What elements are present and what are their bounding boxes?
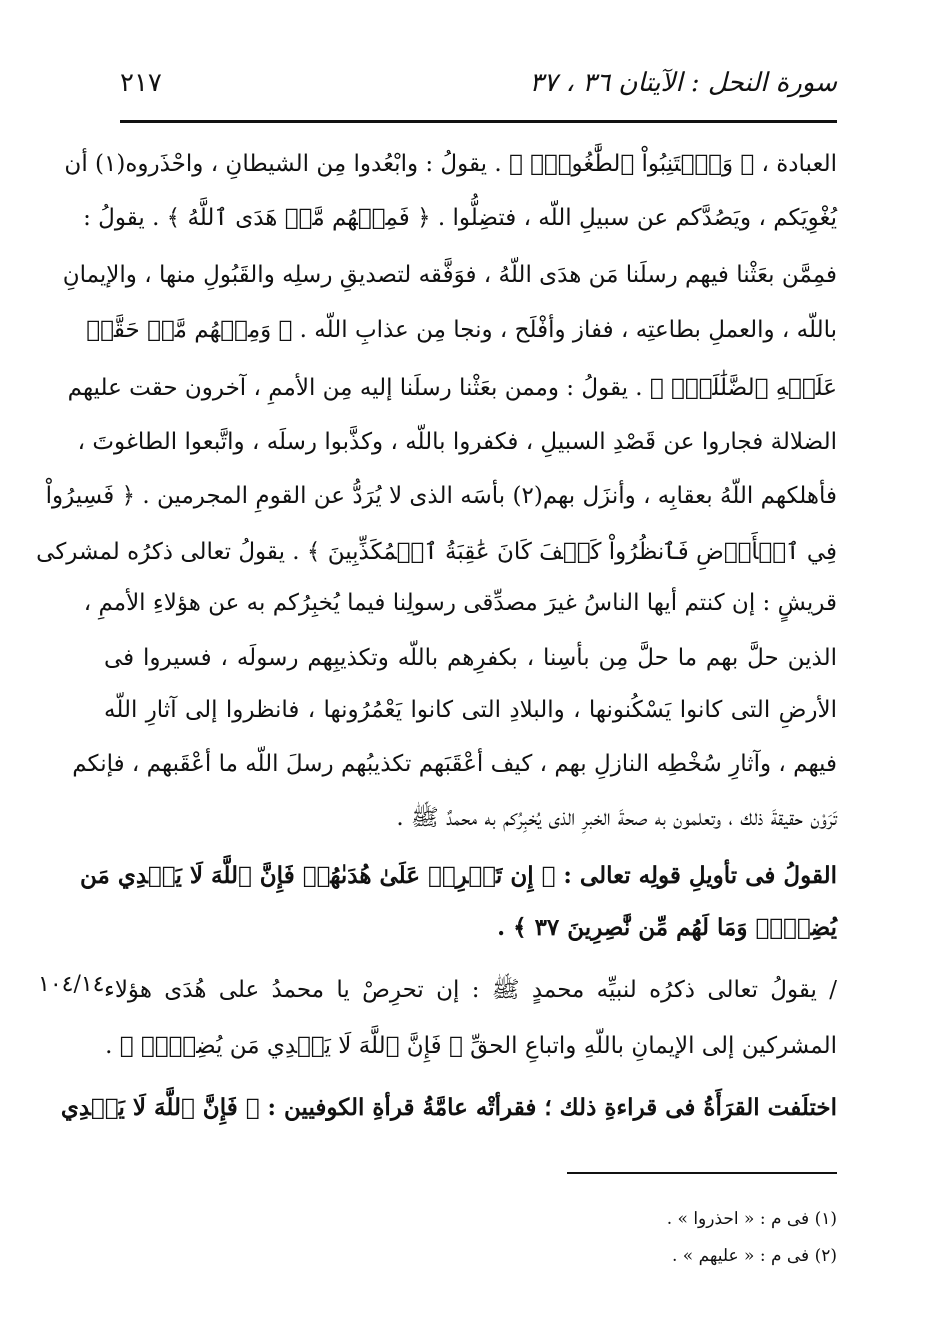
text-line: فمِمَّن بعَثْنا فيهم رسلَنا مَن هدَى اللّهُ ، فوَفَّقه لتصديقِ رسلِه والقَبُولِ منها ، والإيمانِ: [62, 262, 837, 288]
footnote-divider: [567, 1172, 837, 1174]
text-line: / يقولُ تعالى ذكرُه لنبيِّه محمدٍ ﷺ : إن تحرِصْ يا محمدُ على هُدَى هؤلاء: [104, 977, 837, 1003]
footnote: (١) فى م : « احذروا » .: [666, 1209, 837, 1229]
section-heading-line: القولُ فى تأويلِ قولِه تعالى : ﴿ إِن تَحۡرِصۡ عَلَىٰ هُدَىٰهُمۡ فَإِنَّ ٱللَّهَ لَا يَهۡدِي مَن: [79, 862, 837, 889]
text-line: الأرضِ التى كانوا يَسْكُنونها ، والبلادِ التى كانوا يَعْمُرُونها ، فانظروا إلى آثارِ اللّه: [104, 697, 837, 723]
text-line: قريشٍ : إن كنتم أيها الناسُ غيرَ مصدِّقى رسولِنا فيما يُخبِرُكم به عن هؤلاءِ الأممِ ،: [83, 590, 837, 616]
text-line: فأهلكهم اللّهُ بعقابِه ، وأنزَل بهم(٢) بأسَه الذى لا يُرَدُّ عن القومِ المجرمين . ﴿ فَسِيرُواْ: [45, 483, 837, 509]
running-header: [120, 68, 837, 108]
footnote: (٢) فى م : « عليهم » .: [671, 1246, 837, 1266]
section-heading-line: يُضِلُّۖ وَمَا لَهُم مِّن نَّٰصِرِينَ ٣٧ ﴾ .: [497, 914, 837, 941]
text-line: تَرَوْن حقيقةَ ذلك ، وتعلمون به صحةَ الخبرِ الذى يُخبِرُكم به محمدٌ ﷺ .: [396, 805, 837, 831]
text-line: اختلَفت القرَأَةُ فى قراءةِ ذلك ؛ فقرأتْه عامَّةُ قرأةِ الكوفيين : ﴿ فَإِنَّ ٱللَّهَ لَا يَهۡدِي: [60, 1094, 837, 1121]
text-line: الضلالة فجاروا عن قَصْدِ السبيلِ ، فكفروا باللّه ، وكذَّبوا رسلَه ، واتَّبعوا الطاغوتَ ،: [77, 429, 837, 455]
chapter-title: سورة النحل : الآيتان ٣٦ ، ٣٧: [529, 68, 837, 98]
margin-reference: ١٠٤/١٤: [38, 972, 105, 997]
text-line: يُغْوِيَكم ، ويَصُدَّكم عن سبيلِ اللّه ، فتضِلُّوا . ﴿ فَمِنۡهُم مَّنۡ هَدَى ٱللَّهُ ﴾ . يقولُ :: [83, 205, 837, 231]
page-number: ٢١٧: [120, 68, 162, 98]
text-line: عَلَيۡهِ ٱلضَّلَٰلَةُۚ ﴾ . يقولُ : وممن بعَثْنا رسلَنا إليه مِن الأممِ ، آخرون حقت عليهم: [67, 375, 837, 401]
text-line: فيهم ، وآثارِ سُخْطِه النازلِ بهم ، كيف أعْقَبَهم تكذيبُهم رسلَ اللّه ما أعْقَبهم ، فإنكم: [72, 751, 837, 777]
text-line: الذين حلَّ بهم ما حلَّ مِن بأسِنا ، بكفرِهم باللّه وتكذيبِهم رسولَه ، فسيروا فى: [104, 645, 837, 671]
text-line: باللّه ، والعملِ بطاعتِه ، ففاز وأفْلَح ، ونجا مِن عذابِ اللّه . ﴿ وَمِنۡهُم مَّنۡ حَقَّتۡ: [86, 317, 837, 343]
text-line: فِي ٱلۡأَرۡضِ فَٱنظُرُواْ كَيۡفَ كَانَ عَٰقِبَةُ ٱلۡمُكَذِّبِينَ ﴾ . يقولُ تعالى ذكرُه لمشركى: [36, 539, 837, 565]
header-divider: [120, 120, 837, 123]
text-line: المشركين إلى الإيمانِ باللّهِ واتباعِ الحقِّ ﴿ فَإِنَّ ٱللَّهَ لَا يَهۡدِي مَن يُضِلُّۖ ﴾ .: [105, 1033, 837, 1059]
text-line: العبادة ، ﴿ وَٱجۡتَنِبُواْ ٱلطَّٰغُوتَۖ ﴾ . يقولُ : وابْعُدوا مِن الشيطانِ ، واحْذَروه(١) أن: [64, 151, 837, 177]
